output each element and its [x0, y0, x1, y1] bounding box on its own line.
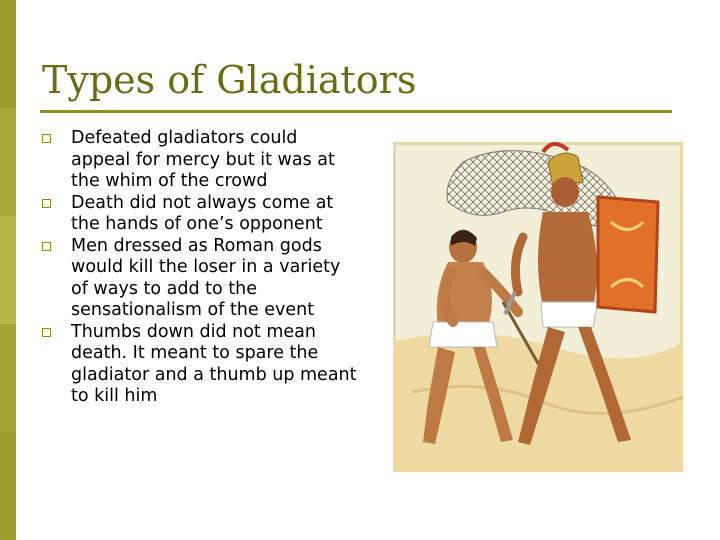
- accent-bar-segment: [0, 0, 16, 108]
- square-bullet-icon: [42, 134, 51, 143]
- bullet-text: Death did not always come at the hands of one’s opponent: [71, 192, 334, 234]
- bullet-item: [40, 236, 360, 322]
- gladiator-scene-svg: [393, 142, 683, 472]
- slide-title: Types of Gladiators: [42, 58, 417, 102]
- bullet-text: Men dressed as Roman gods would kill the loser in a variety of ways to add to the sensationalism of the event: [71, 235, 341, 320]
- left-accent-bar: [0, 0, 16, 540]
- accent-bar-segment: [0, 108, 16, 216]
- accent-bar-segment: [0, 432, 16, 540]
- gladiator-illustration: [393, 142, 683, 472]
- accent-bar-segment: [0, 324, 16, 432]
- bullet-text: Defeated gladiators could appeal for mercy but it was at the whim of the crowd: [71, 128, 335, 191]
- bullet-list: [40, 128, 360, 408]
- bullet-item: [40, 193, 360, 236]
- bullet-item: [40, 322, 360, 408]
- title-underline: [40, 110, 672, 113]
- square-bullet-icon: [42, 242, 51, 251]
- accent-bar-segment: [0, 216, 16, 324]
- square-bullet-icon: [42, 328, 51, 337]
- bullet-item: [40, 128, 360, 193]
- orange-shield: [598, 197, 658, 312]
- square-bullet-icon: [42, 199, 51, 208]
- bullet-text: Thumbs down did not mean death. It meant to spare the gladiator and a thumb up meant to kill him: [71, 321, 357, 406]
